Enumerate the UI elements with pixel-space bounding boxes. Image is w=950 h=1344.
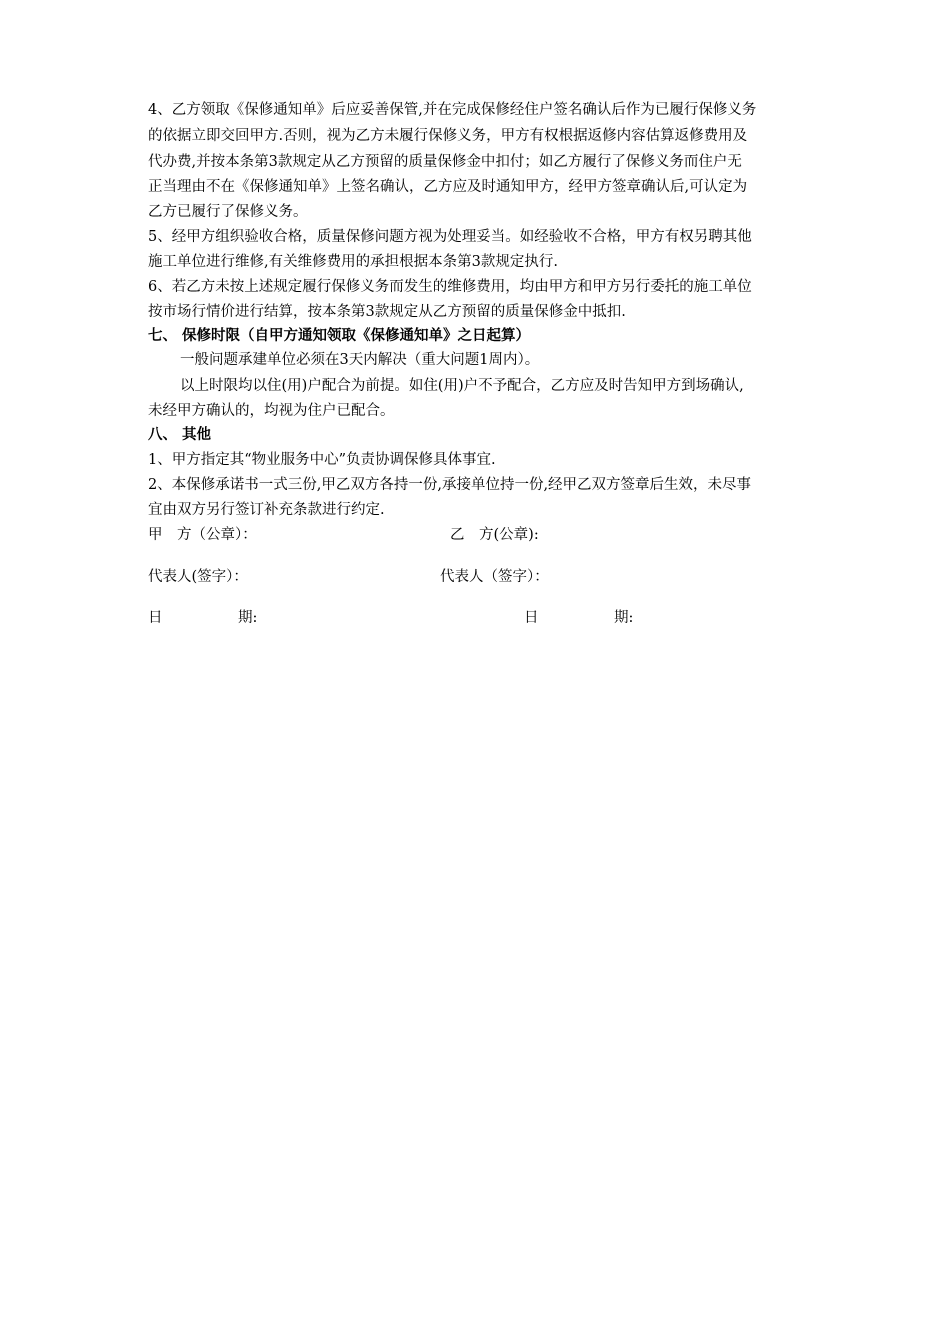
party-b-date-label-char: 日: [524, 610, 539, 626]
party-a-seal-label: 甲 方（公章）：: [148, 527, 257, 543]
section-7-para-1: 一般问题承建单位必须在3天内解决（重大问题1周内）。: [180, 352, 540, 368]
section-8-item-2-line-1: 2、本保修承诺书一式三份,甲乙双方各持一份,承接单位持一份,经甲乙双方签章后生效，未尽事: [148, 477, 752, 493]
section-7-heading: 七、 保修时限（自甲方通知领取《保修通知单》之日起算）: [148, 328, 531, 344]
clause-4-line-1: 4、乙方领取《保修通知单》后应妥善保管,并在完成保修经住户签名确认后作为已履行保修义务: [148, 102, 757, 118]
section-8-item-1: 1、甲方指定其“物业服务中心”负责协调保修具体事宜.: [148, 452, 496, 468]
clause-4-line-5: 乙方已履行了保修义务。: [148, 204, 308, 220]
party-a-date-label-rest: 期:: [238, 610, 258, 626]
clause-6-line-2: 按市场行情价进行结算，按本条第3款规定从乙方预留的质量保修金中抵扣.: [148, 304, 626, 320]
clause-5-line-1: 5、经甲方组织验收合格，质量保修问题方视为处理妥当。如经验收不合格，甲方有权另聘其他: [148, 229, 752, 245]
section-7-para-2-line-1: 以上时限均以住(用)户配合为前提。如住(用)户不予配合，乙方应及时告知甲方到场确认,: [180, 378, 744, 394]
clause-5-line-2: 施工单位进行维修,有关维修费用的承担根据本条第3款规定执行.: [148, 254, 558, 270]
clause-4-line-2: 的依据立即交回甲方.否则，视为乙方未履行保修义务，甲方有权根据返修内容估算返修费用及: [148, 128, 748, 144]
party-b-date-label-rest: 期:: [614, 610, 634, 626]
section-8-item-2-line-2: 宜由双方另行签订补充条款进行约定.: [148, 502, 385, 518]
clause-4-line-3: 代办费,并按本条第3款规定从乙方预留的质量保修金中扣付；如乙方履行了保修义务而住户无: [148, 154, 742, 170]
party-b-representative-label: 代表人（签字）：: [440, 569, 549, 585]
clause-4-line-4: 正当理由不在《保修通知单》上签名确认，乙方应及时通知甲方，经甲方签章确认后,可认定为: [148, 179, 748, 195]
party-a-representative-label: 代表人(签字）：: [148, 569, 248, 585]
party-b-seal-label: 乙 方(公章):: [450, 527, 539, 543]
clause-6-line-1: 6、若乙方未按上述规定履行保修义务而发生的维修费用，均由甲方和甲方另行委托的施工单位: [148, 279, 752, 295]
section-8-heading: 八、 其他: [148, 427, 212, 443]
section-7-para-2-line-2: 未经甲方确认的，均视为住户已配合。: [148, 403, 395, 419]
party-a-date-label-char: 日: [148, 610, 163, 626]
